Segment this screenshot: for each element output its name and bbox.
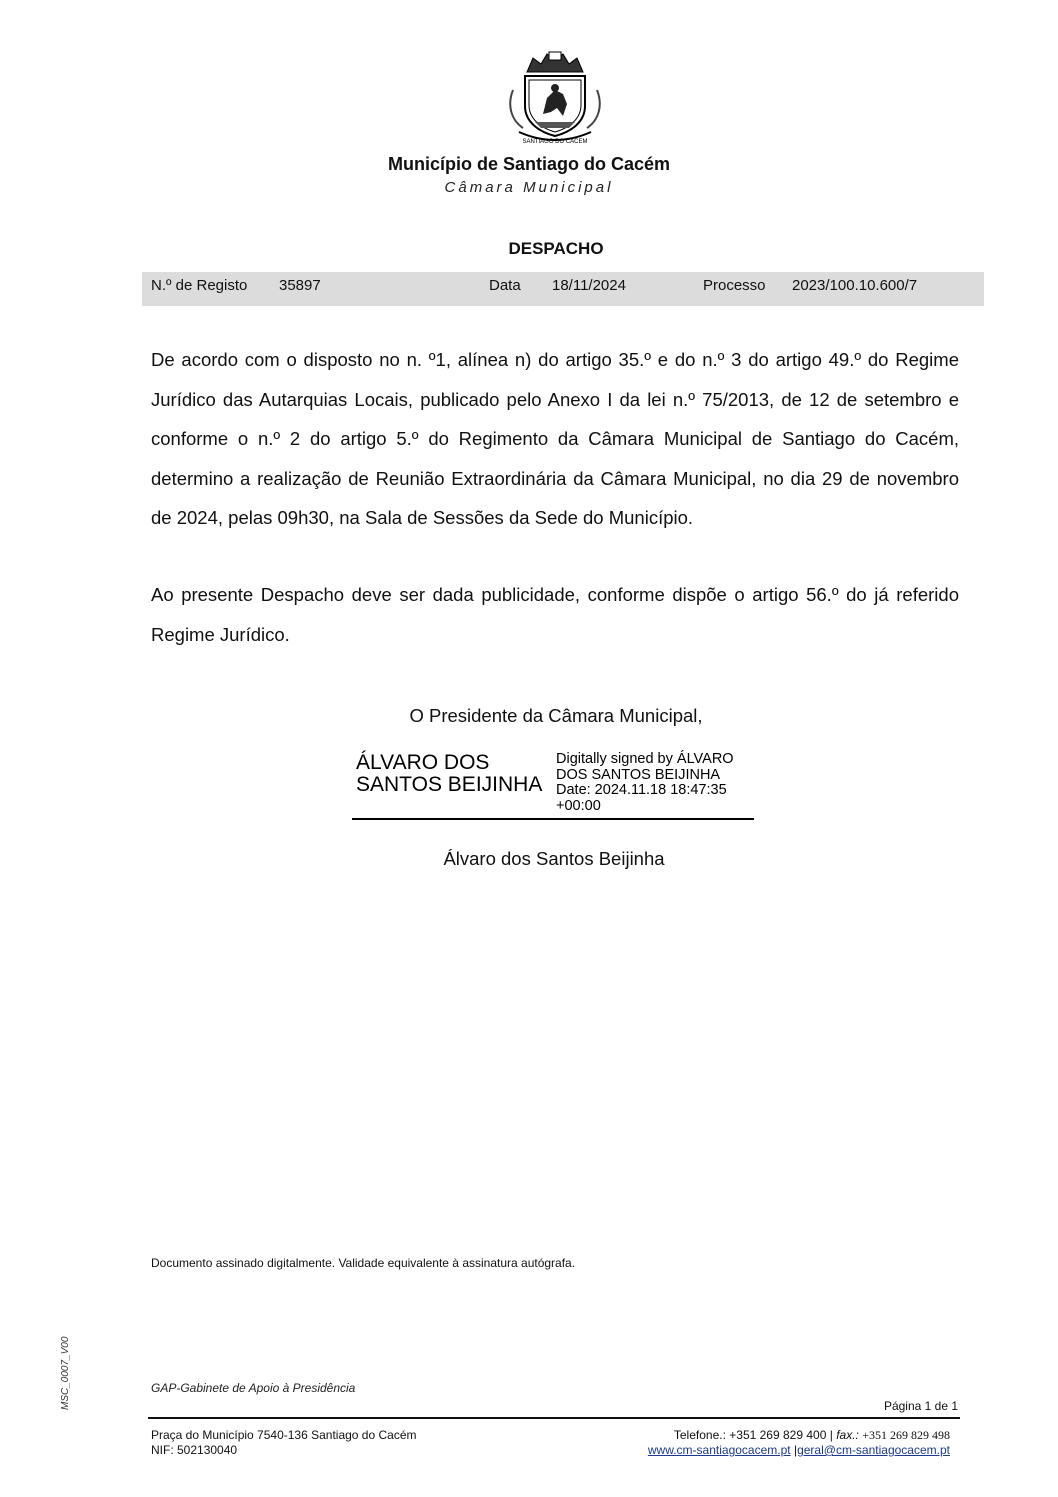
website-link[interactable]: www.cm-santiagocacem.pt [647, 1443, 791, 1457]
signer-name-line-1: ÁLVARO DOS [356, 751, 490, 774]
registry-label: N.º de Registo [151, 277, 248, 294]
body-paragraph-2: Ao presente Despacho deve ser dada publicidade, conforme dispõe o artigo 56.º do já referido Regime Jurídico. [151, 584, 959, 645]
municipality-name: Município de Santiago do Cacém [387, 154, 671, 174]
signature-date: Date: 2024.11.18 18:47:35 [556, 782, 727, 798]
footer-divider [148, 1417, 960, 1419]
signature-line [352, 818, 754, 820]
svg-text:SANTIAGO DO CACEM: SANTIAGO DO CACEM [522, 139, 588, 145]
registry-bar [142, 272, 984, 306]
form-code: MSC_0007_V00 [60, 1336, 71, 1410]
signer-name-line-2: SANTOS BEIJINHA [356, 773, 543, 796]
digital-signature-details [556, 752, 734, 814]
address-line: Praça do Município 7540-136 Santiago do Cacém [151, 1428, 417, 1442]
signer-printed-name: Álvaro dos Santos Beijinha [443, 848, 665, 869]
municipal-crest-icon [505, 50, 605, 146]
process-label: Processo [703, 277, 766, 294]
digital-signature-notice: Documento assinado digitalmente. Validade equivalente à assinatura autógrafa. [151, 1256, 576, 1270]
process-value: 2023/100.10.600/7 [792, 277, 918, 294]
municipality-subtitle: Câmara Municipal [444, 179, 614, 196]
footer-contacts [648, 1428, 950, 1458]
fax-number: +351 269 829 498 [862, 1428, 950, 1442]
separator: | [793, 1443, 798, 1457]
phone-fax-line [648, 1428, 950, 1443]
phone-number: +351 269 829 400 [729, 1428, 827, 1442]
web-email-line [648, 1443, 950, 1458]
separator: | [829, 1428, 833, 1442]
body-paragraph-1: De acordo com o disposto no n. º1, alínea n) do artigo 35.º e do n.º 3 do artigo 49.º do Regime Jurídico das Autarquias Locais, publicado pelo Anexo I da lei n.º 75/2013, de 12 de setembro e conforme o n.º 2 do artigo 5.º do Regimento da Câmara Municipal de Santiago do Cacém, determino a realização de Reunião Extraordinária da Câmara Municipal, no dia 29 de novembro de 2024, pelas 09h30, na Sala de Sessões da Sede do Município. [151, 349, 959, 528]
department-name: GAP-Gabinete de Apoio à Presidência [151, 1381, 356, 1395]
signatory-role: O Presidente da Câmara Municipal, [409, 705, 703, 726]
registry-value: 35897 [279, 277, 321, 294]
fax-label: fax.: [836, 1428, 859, 1442]
phone-label: Telefone.: [673, 1428, 726, 1442]
date-value: 18/11/2024 [552, 277, 626, 294]
date-label: Data [489, 277, 521, 294]
signature-detail-line-2: DOS SANTOS BEIJINHA [556, 766, 721, 783]
page-number: Página 1 de 1 [883, 1399, 958, 1413]
nif-line: NIF: 502130040 [151, 1443, 238, 1457]
signature-detail-line-1: Digitally signed by ÁLVARO [556, 751, 734, 767]
footer-address [151, 1428, 417, 1458]
digital-signature-name [356, 752, 542, 796]
email-link[interactable]: geral@cm-santiagocacem.pt [797, 1443, 950, 1457]
signature-timezone: +00:00 [556, 797, 601, 814]
document-title: DESPACHO [508, 239, 604, 258]
